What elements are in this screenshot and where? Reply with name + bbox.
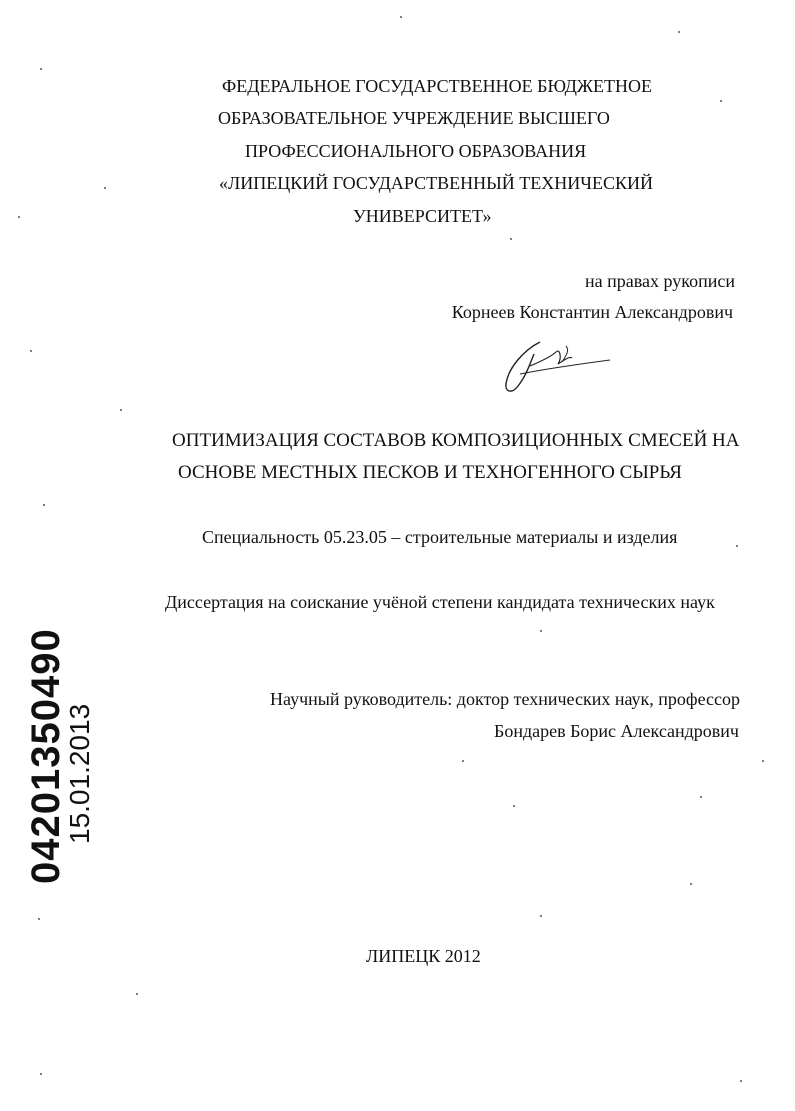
institution-line-1: ФЕДЕРАЛЬНОЕ ГОСУДАРСТВЕННОЕ БЮДЖЕТНОЕ (222, 76, 652, 96)
scan-speck (38, 918, 40, 920)
institution-line-2: ОБРАЗОВАТЕЛЬНОЕ УЧРЕЖДЕНИЕ ВЫСШЕГО (218, 108, 610, 128)
scan-speck (510, 238, 512, 240)
scan-speck (762, 760, 764, 762)
supervisor-label: Научный руководитель: доктор технических наук, профессор (270, 689, 740, 709)
scan-speck (678, 31, 680, 33)
scan-speck (18, 216, 20, 218)
library-stamp-number: 04201350490 (24, 628, 68, 884)
scan-speck (136, 993, 138, 995)
institution-line-5: УНИВЕРСИТЕТ» (353, 206, 492, 226)
degree-line: Диссертация на соискание учёной степени кандидата технических наук (165, 592, 715, 612)
handwritten-signature (500, 336, 620, 398)
author-name: Корнеев Константин Александрович (451, 302, 733, 322)
institution-line-4: «ЛИПЕЦКИЙ ГОСУДАРСТВЕННЫЙ ТЕХНИЧЕСКИЙ (219, 173, 653, 193)
scan-speck (690, 883, 692, 885)
title-line-2: ОСНОВЕ МЕСТНЫХ ПЕСКОВ И ТЕХНОГЕННОГО СЫРЬЯ (178, 462, 682, 483)
manuscript-note: на правах рукописи (585, 271, 735, 291)
scan-speck (104, 187, 106, 189)
supervisor-name: Бондарев Борис Александрович (493, 721, 739, 741)
specialty-line: Специальность 05.23.05 – строительные материалы и изделия (202, 527, 678, 547)
scan-speck (30, 350, 32, 352)
scan-speck (40, 68, 42, 70)
scan-speck (700, 796, 702, 798)
scan-speck (513, 805, 515, 807)
scan-speck (462, 760, 464, 762)
title-line-1: ОПТИМИЗАЦИЯ СОСТАВОВ КОМПОЗИЦИОННЫХ СМЕСЕЙ НА (172, 430, 740, 451)
scan-speck (40, 1073, 42, 1075)
institution-line-3: ПРОФЕССИОНАЛЬНОГО ОБРАЗОВАНИЯ (245, 141, 587, 161)
scan-speck (720, 100, 722, 102)
scan-speck (400, 16, 402, 18)
library-stamp-date: 15.01.2013 (64, 703, 95, 844)
scan-speck (43, 504, 45, 506)
scan-speck (120, 409, 122, 411)
scan-speck (740, 1080, 742, 1082)
scan-speck (736, 545, 738, 547)
scan-speck (540, 915, 542, 917)
city-year: ЛИПЕЦК 2012 (366, 946, 481, 966)
scan-speck (540, 630, 542, 632)
